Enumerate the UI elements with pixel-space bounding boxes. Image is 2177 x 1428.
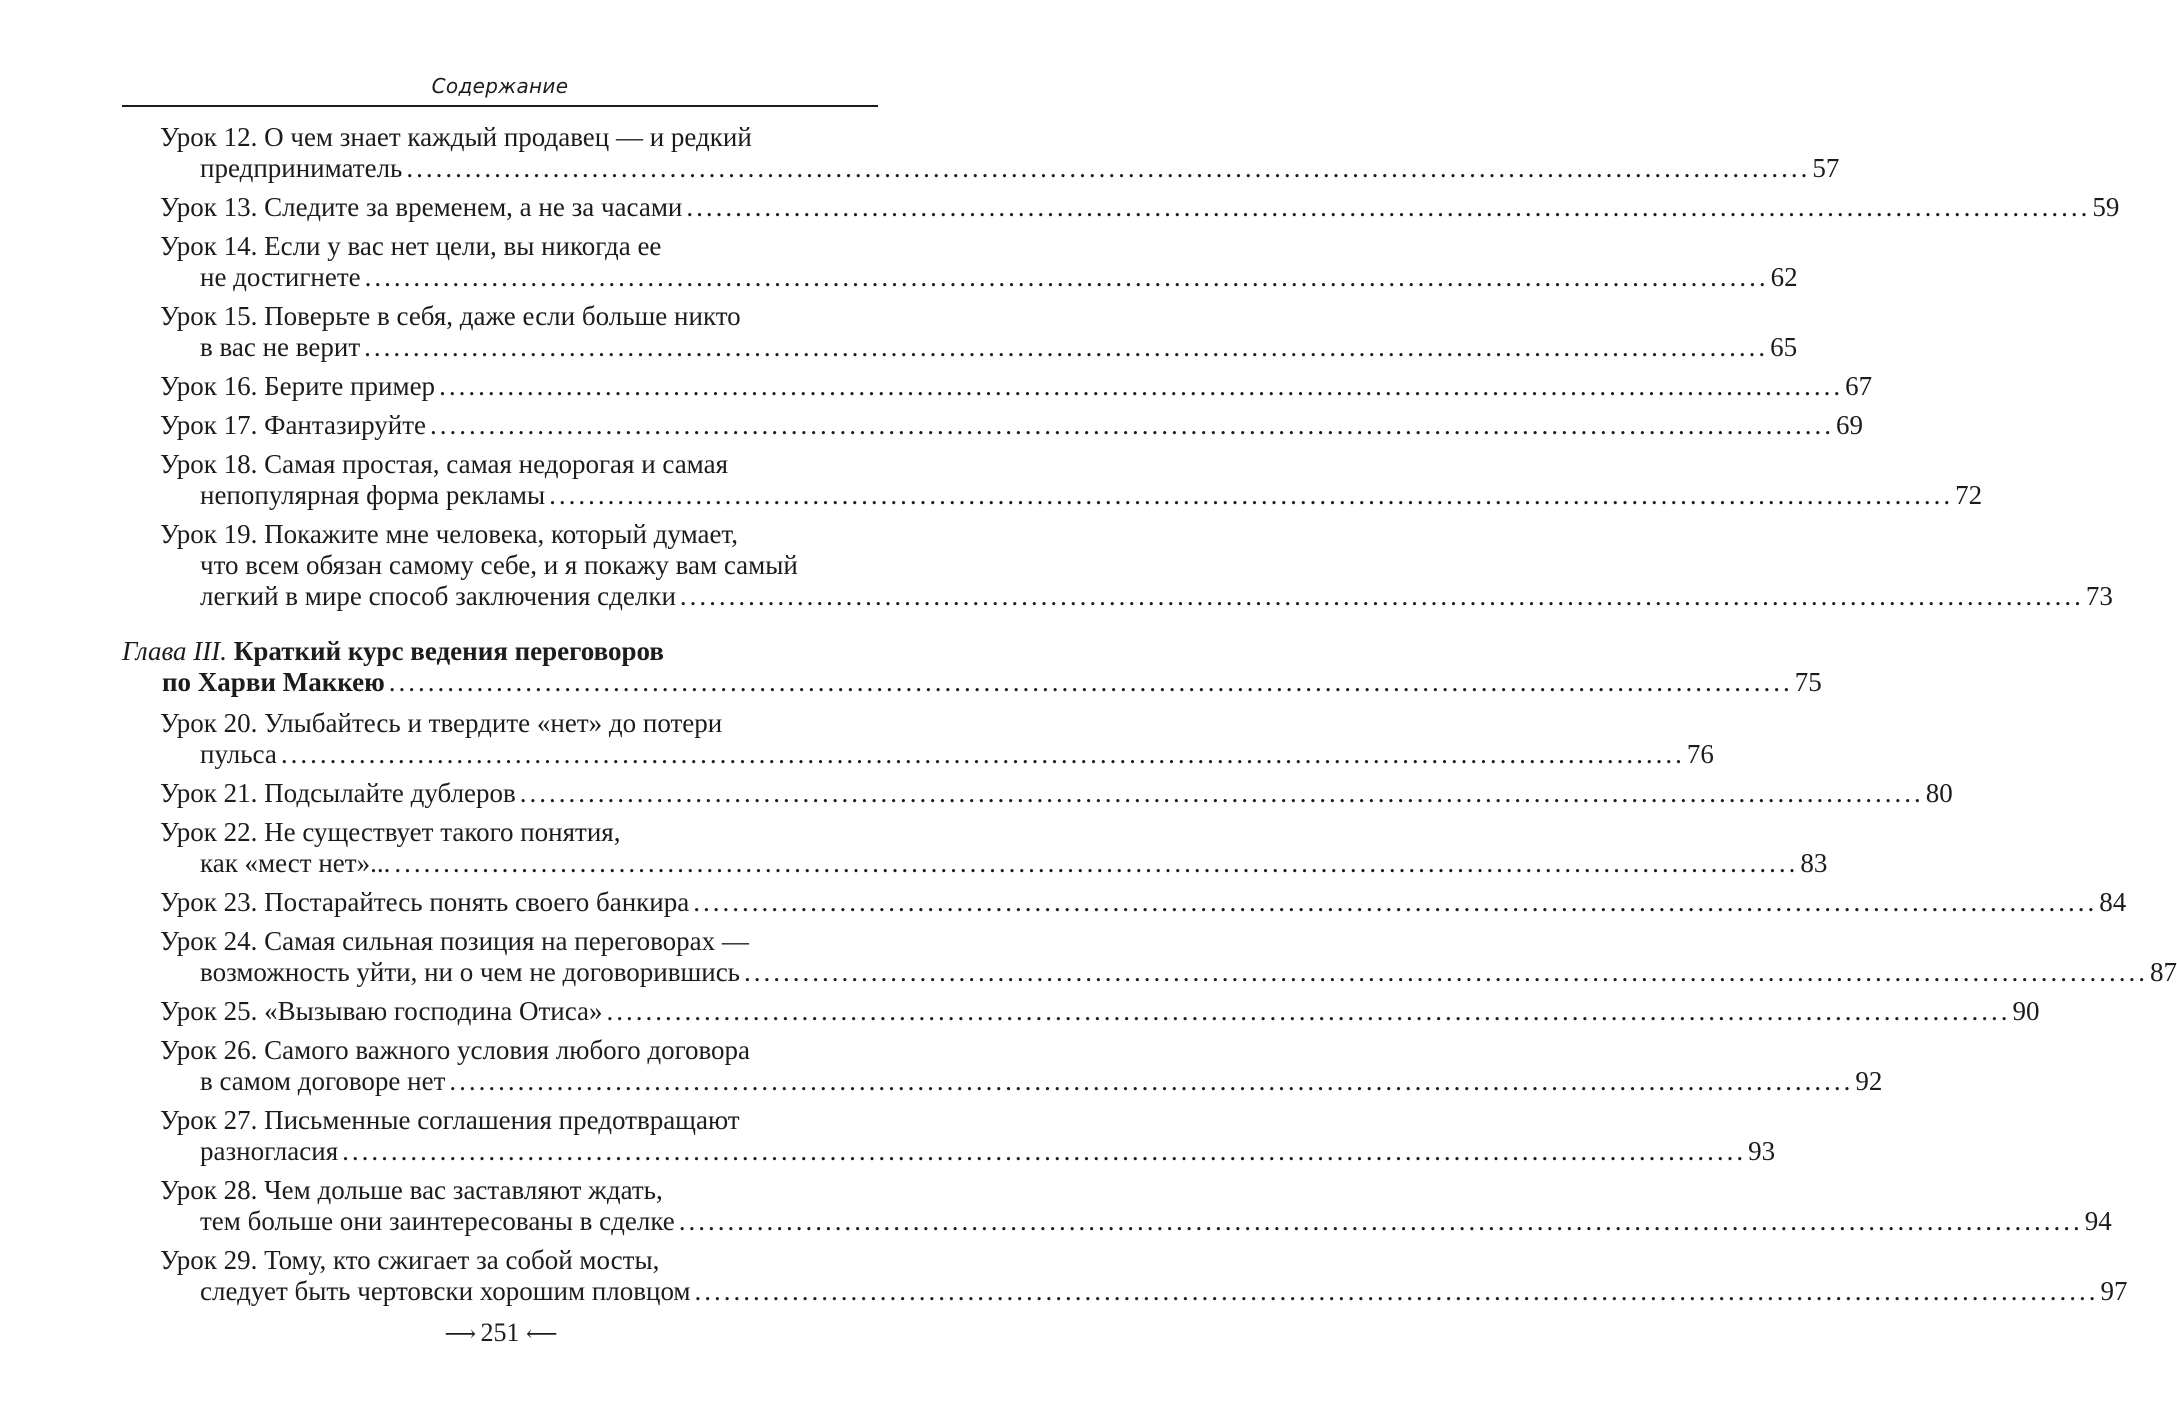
lesson-page-number: 62 xyxy=(1770,262,1798,292)
dot-leader: ................................................................................................................................................ xyxy=(280,739,1685,769)
dot-leader: ................................................................................................................................................ xyxy=(342,1136,1747,1166)
toc-lesson-entry[interactable] xyxy=(160,1035,1883,1097)
lesson-title-line: Урок 26. Самого важного условия любого договора xyxy=(160,1035,751,1065)
lesson-title-line: Урок 24. Самая сильная позиция на переговорах — xyxy=(160,926,749,956)
dot-leader: ................................................................................................................................................ xyxy=(606,996,2011,1026)
lesson-title-last-line: как «мест нет»... xyxy=(200,848,391,878)
dot-leader: ................................................................................................................................................ xyxy=(686,192,2091,222)
lesson-title-last-line: возможность уйти, ни о чем не договорившись xyxy=(200,957,740,987)
dot-leader: ................................................................................................................................................ xyxy=(394,848,1799,878)
lesson-page-number: 94 xyxy=(2084,1206,2112,1236)
lesson-page-number: 83 xyxy=(1800,848,1828,878)
lesson-title-line: Урок 15. Поверьте в себя, даже если больше никто xyxy=(160,301,741,331)
header-rule xyxy=(122,105,878,107)
toc-lesson-entry[interactable] xyxy=(160,122,1840,184)
toc-lesson-entry[interactable] xyxy=(160,996,2040,1027)
dot-leader: ................................................................................................................................................ xyxy=(388,667,1793,697)
folio-arrow-right-icon: ⟵ xyxy=(526,1321,556,1346)
lesson-page-number: 90 xyxy=(2012,996,2040,1026)
chapter-title-line-1: Краткий курс ведения переговоров xyxy=(233,636,664,666)
lesson-title-line: Урок 28. Чем дольше вас заставляют ждать, xyxy=(160,1175,663,1205)
lesson-title-line: Урок 19. Покажите мне человека, который думает, xyxy=(160,519,738,549)
lesson-title-line: Урок 18. Самая простая, самая недорогая и самая xyxy=(160,449,728,479)
toc-lesson-entry[interactable] xyxy=(160,371,1873,402)
dot-leader: ................................................................................................................................................ xyxy=(449,1066,1854,1096)
lesson-page-number: 57 xyxy=(1812,153,1840,183)
dot-leader: ................................................................................................................................................ xyxy=(364,262,1769,292)
toc-lesson-entry[interactable] xyxy=(160,301,1798,363)
lesson-title-line: что всем обязан самому себе, и я покажу вам самый xyxy=(200,550,798,580)
toc-lesson-entry[interactable] xyxy=(160,708,1714,770)
lesson-title-last-line: Урок 13. Следите за временем, а не за часами xyxy=(160,192,683,222)
toc-lesson-entry[interactable] xyxy=(160,1175,2112,1237)
dot-leader: ................................................................................................................................................ xyxy=(679,581,2084,611)
lesson-title-last-line: Урок 21. Подсылайте дублеров xyxy=(160,778,516,808)
folio-arrow-left-icon: ⟶ xyxy=(444,1321,474,1346)
dot-leader: ................................................................................................................................................ xyxy=(406,153,1811,183)
chapter-page-number: 75 xyxy=(1794,667,1822,697)
toc-lesson-entry[interactable] xyxy=(160,410,1863,441)
toc-group-chapter-3-lessons xyxy=(0,708,2177,1307)
lesson-page-number: 84 xyxy=(2099,887,2127,917)
lesson-title-last-line: легкий в мире способ заключения сделки xyxy=(200,581,676,611)
lesson-page-number: 65 xyxy=(1770,332,1798,362)
lesson-page-number: 72 xyxy=(1955,480,1983,510)
lesson-title-last-line: непопулярная форма рекламы xyxy=(200,480,546,510)
lesson-page-number: 73 xyxy=(2085,581,2113,611)
toc-group-chapter-2-lessons xyxy=(0,122,2120,612)
table-of-contents xyxy=(0,122,2177,1315)
toc-lesson-entry[interactable] xyxy=(160,1105,1776,1167)
lesson-page-number: 69 xyxy=(1835,410,1863,440)
running-title: Содержание xyxy=(431,74,569,98)
lesson-title-last-line: пульса xyxy=(200,739,277,769)
toc-lesson-entry[interactable] xyxy=(160,192,2120,223)
toc-lesson-entry[interactable] xyxy=(160,887,2127,918)
lesson-title-line: Урок 27. Письменные соглашения предотвращают xyxy=(160,1105,740,1135)
dot-leader: ................................................................................................................................................ xyxy=(364,332,1769,362)
lesson-title-last-line: не достигнете xyxy=(200,262,361,292)
lesson-page-number: 87 xyxy=(2150,957,2177,987)
lesson-title-line: Урок 29. Тому, кто сжигает за собой мосты, xyxy=(160,1245,660,1275)
dot-leader: ................................................................................................................................................ xyxy=(693,887,2098,917)
lesson-title-line: Урок 12. О чем знает каждый продавец — и редкий xyxy=(160,122,752,152)
toc-lesson-entry[interactable] xyxy=(160,926,2177,988)
page-folio xyxy=(0,1318,1000,1348)
dot-leader: ................................................................................................................................................ xyxy=(744,957,2148,987)
dot-leader: ................................................................................................................................................ xyxy=(439,371,1844,401)
toc-lesson-entry[interactable] xyxy=(160,817,1828,879)
lesson-page-number: 67 xyxy=(1845,371,1873,401)
lesson-title-last-line: в вас не верит xyxy=(200,332,361,362)
lesson-page-number: 92 xyxy=(1855,1066,1883,1096)
lesson-title-last-line: Урок 17. Фантазируйте xyxy=(160,410,426,440)
chapter-label: Глава III. xyxy=(122,636,228,666)
lesson-title-last-line: Урок 23. Постарайтесь понять своего банкира xyxy=(160,887,690,917)
chapter-title-line-2: по Харви Маккею xyxy=(162,667,385,697)
dot-leader: ................................................................................................................................................ xyxy=(549,480,1954,510)
lesson-title-last-line: тем больше они заинтересованы в сделке xyxy=(200,1206,675,1236)
lesson-title-line: Урок 14. Если у вас нет цели, вы никогда ее xyxy=(160,231,662,261)
dot-leader: ................................................................................................................................................ xyxy=(694,1276,2099,1306)
page-number: 251 xyxy=(480,1318,520,1347)
lesson-title-last-line: Урок 16. Берите пример xyxy=(160,371,436,401)
lesson-page-number: 59 xyxy=(2092,192,2120,222)
toc-chapter-entry[interactable] xyxy=(122,636,1822,698)
toc-lesson-entry[interactable] xyxy=(160,519,2113,612)
toc-lesson-entry[interactable] xyxy=(160,778,1953,809)
toc-lesson-entry[interactable] xyxy=(160,449,1983,511)
dot-leader: ................................................................................................................................................ xyxy=(678,1206,2083,1236)
lesson-title-line: Урок 22. Не существует такого понятия, xyxy=(160,817,621,847)
dot-leader: ................................................................................................................................................ xyxy=(429,410,1834,440)
lesson-title-line: Урок 20. Улыбайтесь и твердите «нет» до потери xyxy=(160,708,723,738)
lesson-page-number: 76 xyxy=(1686,739,1714,769)
lesson-title-last-line: разногласия xyxy=(200,1136,339,1166)
toc-lesson-entry[interactable] xyxy=(160,231,1798,293)
lesson-page-number: 97 xyxy=(2100,1276,2128,1306)
dot-leader: ................................................................................................................................................ xyxy=(519,778,1924,808)
lesson-page-number: 80 xyxy=(1925,778,1953,808)
lesson-title-last-line: Урок 25. «Вызываю господина Отиса» xyxy=(160,996,603,1026)
lesson-title-last-line: следует быть чертовски хорошим пловцом xyxy=(200,1276,691,1306)
lesson-title-last-line: предприниматель xyxy=(200,153,403,183)
lesson-title-last-line: в самом договоре нет xyxy=(200,1066,446,1096)
toc-lesson-entry[interactable] xyxy=(160,1245,2128,1307)
lesson-page-number: 93 xyxy=(1748,1136,1776,1166)
